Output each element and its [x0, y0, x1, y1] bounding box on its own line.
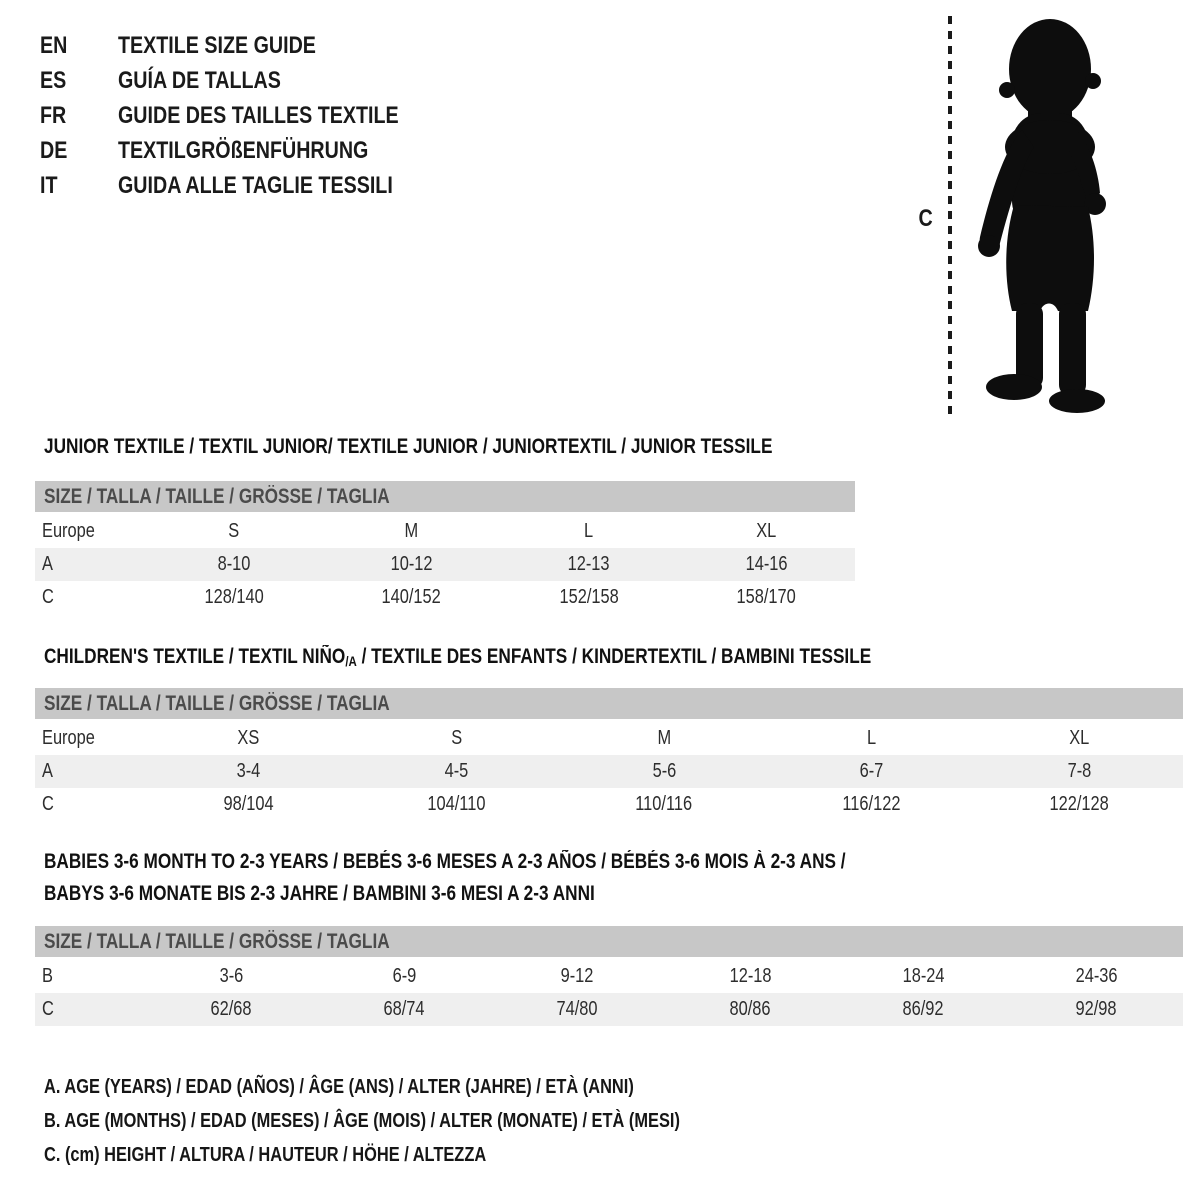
junior-col-l: L	[584, 520, 594, 542]
language-code-fr: FR	[40, 101, 67, 129]
junior-col-m: M	[404, 520, 419, 542]
language-row-de	[40, 133, 460, 168]
toddler-silhouette-icon	[962, 14, 1137, 416]
children-title-sub: /A	[345, 653, 357, 669]
junior-section-title: JUNIOR TEXTILE / TEXTIL JUNIOR/ TEXTILE JUNIOR / JUNIORTEXTIL / JUNIOR TESSILE	[44, 435, 773, 458]
legend-line-b: B. AGE (MONTHS) / EDAD (MESES) / ÂGE (MOIS) / ALTER (MONATE) / ETÀ (MESI)	[44, 1109, 680, 1132]
junior-region-label: Europe	[42, 520, 95, 542]
language-code-de: DE	[40, 136, 68, 164]
children-col-l: L	[867, 727, 877, 749]
junior-col-s: S	[228, 520, 240, 542]
language-code-it: IT	[40, 171, 58, 199]
height-measure-label: C	[918, 205, 934, 232]
children-col-m: M	[657, 727, 671, 749]
language-row-en	[40, 28, 460, 63]
children-col-xl: XL	[1069, 727, 1090, 749]
language-title-en: TEXTILE SIZE GUIDE	[118, 31, 316, 59]
junior-size-table	[35, 481, 855, 614]
babies-row-months: B 3-6 6-9 9-12 12-18 18-24 24-36	[42, 965, 1118, 987]
legend-line-c: C. (cm) HEIGHT / ALTURA / HAUTEUR / HÖHE / ALTEZZA	[44, 1143, 487, 1166]
junior-row-age-label: A	[42, 553, 53, 575]
junior-row-age: A 8-10 10-12 12-13 14-16	[35, 548, 855, 581]
children-size-header-bar: SIZE / TALLA / TAILLE / GRÖSSE / TAGLIA	[35, 688, 1183, 719]
babies-row-height: C 62/68 68/74 74/80 80/86 86/92 92/98	[35, 993, 1183, 1026]
junior-size-header-bar: SIZE / TALLA / TAILLE / GRÖSSE / TAGLIA	[35, 481, 855, 512]
junior-columns-row	[35, 515, 855, 548]
babies-size-header-bar: SIZE / TALLA / TAILLE / GRÖSSE / TAGLIA	[35, 926, 1183, 957]
children-size-table	[35, 688, 1183, 821]
language-title-fr: GUIDE DES TAILLES TEXTILE	[118, 101, 399, 129]
babies-size-table	[35, 926, 1183, 1026]
children-row-age-label: A	[42, 760, 53, 782]
language-title-list	[40, 28, 460, 203]
babies-row-height-label: C	[42, 998, 54, 1020]
children-col-s: S	[450, 727, 462, 749]
height-dashed-line	[948, 16, 952, 416]
babies-title-line1: BABIES 3-6 MONTH TO 2-3 YEARS / BEBÉS 3-6 MESES A 2-3 AÑOS / BÉBÉS 3-6 MOIS À 2-3 ANS /	[44, 850, 846, 873]
language-row-it	[40, 168, 460, 203]
babies-section-title	[44, 846, 1022, 910]
language-title-es: GUÍA DE TALLAS	[118, 66, 281, 94]
legend-line-a: A. AGE (YEARS) / EDAD (AÑOS) / ÂGE (ANS) / ALTER (JAHRE) / ETÀ (ANNI)	[44, 1075, 634, 1098]
junior-row-height-label: C	[42, 586, 54, 608]
children-row-height-label: C	[42, 793, 54, 815]
language-code-en: EN	[40, 31, 68, 59]
babies-row-months-label: B	[42, 965, 53, 987]
junior-col-xl: XL	[756, 520, 777, 542]
children-row-age: A 3-4 4-5 5-6 6-7 7-8	[35, 755, 1183, 788]
junior-row-height: C 128/140 140/152 152/158 158/170	[42, 586, 796, 608]
language-title-de: TEXTILGRÖßENFÜHRUNG	[118, 136, 369, 164]
measurement-legend	[44, 1070, 820, 1172]
children-section-title: CHILDREN'S TEXTILE / TEXTIL NIÑO/A / TEXTILE DES ENFANTS / KINDERTEXTIL / BAMBINI TESSILE	[44, 645, 872, 669]
language-title-it: GUIDA ALLE TAGLIE TESSILI	[118, 171, 393, 199]
language-code-es: ES	[40, 66, 67, 94]
language-row-es	[40, 63, 460, 98]
children-row-height: C 98/104 104/110 110/116 116/122 122/128	[42, 793, 1109, 815]
babies-title-line2: BABYS 3-6 MONATE BIS 2-3 JAHRE / BAMBINI 3-6 MESI A 2-3 ANNI	[44, 882, 595, 905]
children-region-label: Europe	[42, 727, 95, 749]
children-col-xs: XS	[237, 727, 260, 749]
language-row-fr	[40, 98, 460, 133]
children-columns-row	[35, 722, 1183, 755]
